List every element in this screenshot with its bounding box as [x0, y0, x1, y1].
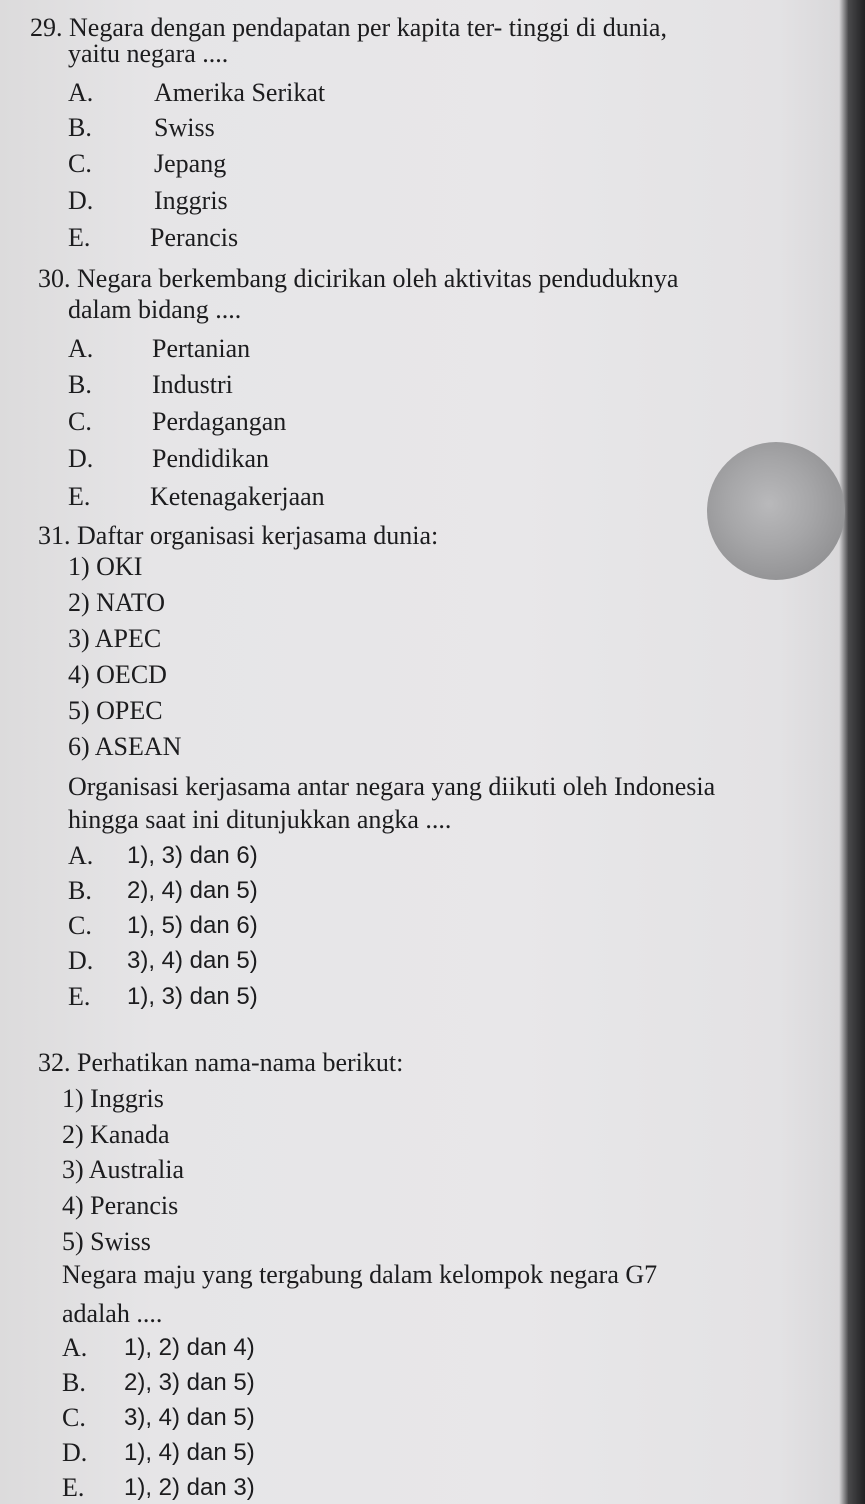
q31-option-b-letter: B.: [68, 876, 92, 905]
q30-option-b-text: Industri: [152, 370, 233, 399]
q32-option-a-letter: A.: [62, 1333, 88, 1362]
q29-option-e-letter: E.: [68, 223, 91, 252]
q32-option-d-text: 1), 4) dan 5): [124, 1439, 255, 1466]
q31-list-item-4: 4) OECD: [68, 660, 167, 689]
q31-option-c-text: 1), 5) dan 6): [127, 912, 258, 939]
q31-list-item-5: 5) OPEC: [68, 696, 163, 725]
q30-stem-line2: dalam bidang ....: [68, 295, 242, 324]
q31-prompt-line1: Organisasi kerjasama antar negara yang diikuti oleh Indonesia: [68, 772, 716, 801]
q31-prompt-line2: hingga saat ini ditunjukkan angka ....: [68, 805, 452, 834]
q30-option-c-letter: C.: [68, 407, 92, 436]
q30-option-a-letter: A.: [68, 334, 94, 363]
q30-option-b-letter: B.: [68, 370, 92, 399]
q30-option-e-text: Ketenagakerjaan: [150, 482, 325, 511]
floating-overlay-button[interactable]: [707, 442, 845, 580]
q29-option-c-letter: C.: [68, 149, 92, 178]
q30-option-d-text: Pendidikan: [152, 444, 269, 473]
q31-list-item-2: 2) NATO: [68, 588, 166, 617]
q30-stem-line1: 30. Negara berkembang dicirikan oleh aktivitas penduduknya: [38, 264, 679, 293]
q31-option-a-letter: A.: [68, 841, 94, 870]
q30-option-d-letter: D.: [68, 444, 94, 473]
q31-stem: 31. Daftar organisasi kerjasama dunia:: [38, 521, 439, 550]
q30-option-c-text: Perdagangan: [152, 407, 287, 436]
page-edge-shadow: [848, 0, 865, 1504]
q32-option-b-text: 2), 3) dan 5): [124, 1369, 255, 1396]
q30-option-e-letter: E.: [68, 482, 91, 511]
q29-option-b-letter: B.: [68, 113, 92, 142]
q32-option-a-text: 1), 2) dan 4): [124, 1334, 255, 1361]
q31-option-b-text: 2), 4) dan 5): [127, 877, 258, 904]
q31-option-c-letter: C.: [68, 911, 92, 940]
q29-option-d-letter: D.: [68, 186, 94, 215]
q31-option-e-text: 1), 3) dan 5): [127, 983, 258, 1010]
q32-list-item-3: 3) Australia: [62, 1155, 185, 1184]
q29-stem-line1: 29. Negara dengan pendapatan per kapita ter- tinggi di dunia,: [30, 13, 667, 42]
q32-list-item-1: 1) Inggris: [62, 1084, 164, 1113]
q32-option-e-letter: E.: [62, 1473, 85, 1502]
q32-list-item-4: 4) Perancis: [62, 1191, 179, 1220]
q32-stem: 32. Perhatikan nama-nama berikut:: [38, 1048, 404, 1077]
q31-list-item-3: 3) APEC: [68, 624, 162, 653]
q32-option-c-letter: C.: [62, 1403, 86, 1432]
q32-list-item-5: 5) Swiss: [62, 1227, 151, 1256]
q31-list-item-1: 1) OKI: [68, 552, 143, 581]
q29-option-a-letter: A.: [68, 78, 94, 107]
q32-option-e-text: 1), 2) dan 3): [124, 1474, 255, 1501]
q31-option-d-letter: D.: [68, 946, 94, 975]
q29-option-a-text: Amerika Serikat: [154, 78, 326, 107]
q29-option-c-text: Jepang: [154, 149, 227, 178]
q29-option-e-text: Perancis: [150, 223, 239, 252]
q32-prompt-line2: adalah ....: [62, 1299, 163, 1328]
q29-option-b-text: Swiss: [154, 113, 215, 142]
q30-option-a-text: Pertanian: [152, 334, 251, 363]
q32-option-c-text: 3), 4) dan 5): [124, 1404, 255, 1431]
q31-option-d-text: 3), 4) dan 5): [127, 947, 258, 974]
q31-list-item-6: 6) ASEAN: [68, 732, 182, 761]
q32-option-d-letter: D.: [62, 1438, 88, 1467]
q32-list-item-2: 2) Kanada: [62, 1120, 170, 1149]
q29-stem-line2: yaitu negara ....: [68, 39, 229, 68]
q31-option-a-text: 1), 3) dan 6): [127, 842, 258, 869]
q32-option-b-letter: B.: [62, 1368, 86, 1397]
q29-option-d-text: Inggris: [154, 186, 228, 215]
q31-option-e-letter: E.: [68, 982, 91, 1011]
q32-prompt-line1: Negara maju yang tergabung dalam kelompok negara G7: [62, 1260, 658, 1289]
